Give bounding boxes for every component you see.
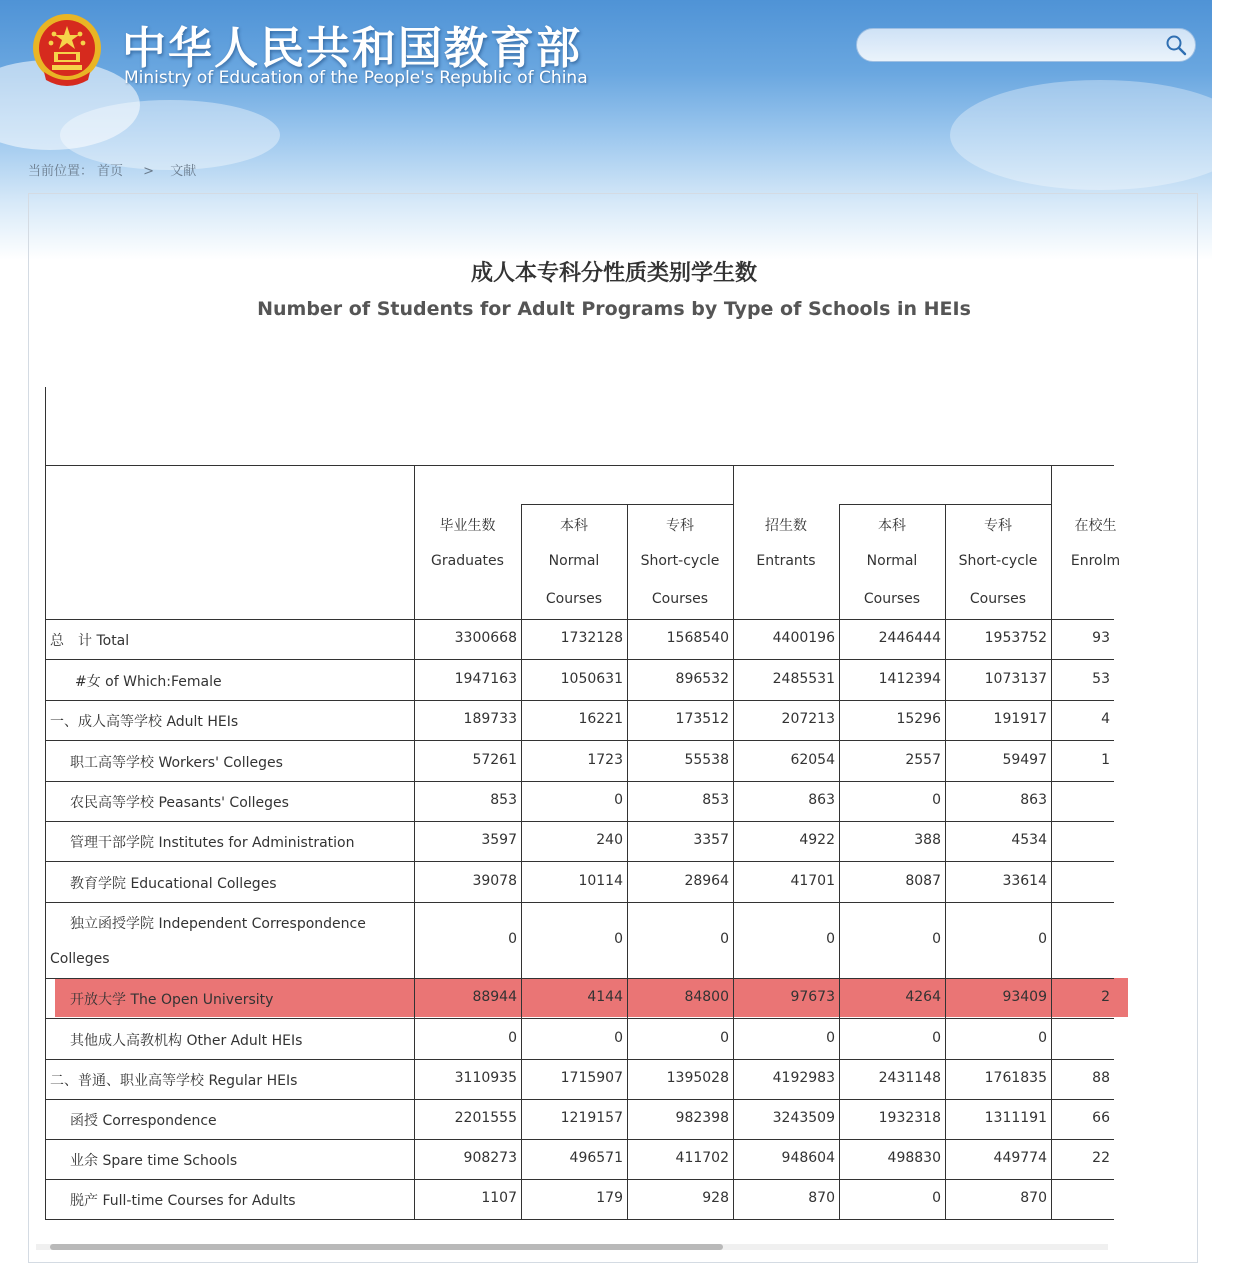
table-left-border bbox=[45, 387, 46, 1219]
row-label: 一、成人高等学校 Adult HEIs bbox=[50, 714, 239, 730]
table-cell-value: 28964 bbox=[684, 872, 729, 889]
table-cell-value: 189733 bbox=[463, 711, 517, 727]
table-cell-value: 66 bbox=[1092, 1110, 1110, 1126]
table-cell-value: 0 bbox=[508, 931, 517, 947]
column-header-en2: Courses bbox=[863, 591, 921, 607]
table-cell-value: 0 bbox=[932, 792, 941, 808]
column-header-cn: 专科 bbox=[984, 518, 1012, 534]
breadcrumb-label: 当前位置： bbox=[28, 164, 94, 179]
table-cell-value: 0 bbox=[932, 1029, 941, 1046]
table-col-divider bbox=[1051, 465, 1052, 1219]
table-row-line bbox=[45, 740, 1114, 741]
table-cell-value: 88944 bbox=[472, 989, 517, 1005]
column-header-en: Short-cycle bbox=[958, 553, 1038, 569]
site-title-cn[interactable]: 中华人民共和国教育部 bbox=[122, 23, 582, 74]
table-cell-value: 4 bbox=[1101, 711, 1110, 727]
cloud-decoration bbox=[950, 80, 1250, 190]
table-cell-value: 16221 bbox=[578, 711, 623, 727]
content-panel bbox=[28, 193, 1198, 1263]
table-cell-value: 4264 bbox=[905, 989, 941, 1005]
table-row-line bbox=[45, 821, 1114, 822]
table-cell-value: 88 bbox=[1092, 1070, 1110, 1086]
column-header-en: Entrants bbox=[756, 553, 816, 569]
table-cell-value: 4144 bbox=[587, 989, 623, 1005]
table-cell-value: 3597 bbox=[481, 832, 517, 848]
table-cell-value: 2446444 bbox=[878, 630, 941, 646]
table-cell-value: 3243509 bbox=[772, 1110, 835, 1126]
row-label: 农民高等学校 Peasants' Colleges bbox=[70, 795, 289, 811]
row-label: 管理干部学院 Institutes for Administration bbox=[70, 835, 355, 851]
table-cell-value: 0 bbox=[508, 1029, 517, 1046]
table-row-line bbox=[45, 1018, 1114, 1019]
table-cell-value: 982398 bbox=[675, 1110, 729, 1126]
table-cell-value: 1732128 bbox=[560, 630, 623, 646]
table-cell-value: 1715907 bbox=[560, 1070, 623, 1086]
table-cell-value: 62054 bbox=[790, 751, 835, 768]
data-table bbox=[45, 387, 1121, 1247]
table-cell-value: 449774 bbox=[993, 1150, 1047, 1166]
column-header-cn: 招生数 bbox=[765, 518, 807, 534]
column-header-en: Graduates bbox=[431, 553, 504, 569]
table-cell-value: 1412394 bbox=[878, 670, 941, 687]
row-label: 职工高等学校 Workers' Colleges bbox=[70, 754, 283, 771]
table-cell-value: 33614 bbox=[1002, 872, 1047, 889]
table-cell-value: 3300668 bbox=[454, 630, 517, 646]
column-header-en2: Courses bbox=[969, 591, 1027, 607]
breadcrumb-current: 文献 bbox=[170, 164, 197, 179]
row-label: 二、普通、职业高等学校 Regular HEIs bbox=[50, 1073, 298, 1089]
table-cell-value: 870 bbox=[808, 1190, 835, 1206]
column-header-cn: 本科 bbox=[878, 518, 906, 534]
table-cell-value: 0 bbox=[614, 1029, 623, 1046]
column-header-en2: Courses bbox=[545, 591, 603, 607]
table-row-line bbox=[45, 902, 1114, 903]
column-header-en: Short-cycle bbox=[640, 553, 720, 569]
row-label: 总 计 Total bbox=[50, 633, 130, 649]
table-cell-value: 0 bbox=[1038, 1029, 1047, 1046]
column-header-cn: 专科 bbox=[666, 518, 694, 534]
column-header-cn: 在校生 bbox=[1074, 518, 1117, 534]
table-cell-value: 1568540 bbox=[666, 630, 729, 646]
table-cell-value: 1947163 bbox=[454, 670, 517, 687]
column-header-en: Normal bbox=[866, 553, 918, 569]
row-label-continued: Colleges bbox=[50, 951, 110, 967]
table-cell-value: 55538 bbox=[684, 751, 729, 768]
table-cell-value: 496571 bbox=[569, 1150, 623, 1166]
horizontal-scrollbar[interactable] bbox=[36, 1244, 1108, 1250]
column-header-en2: Courses bbox=[651, 591, 709, 607]
table-cell-value: 2557 bbox=[905, 751, 941, 768]
table-row-line bbox=[45, 1139, 1114, 1140]
table-row-line bbox=[45, 861, 1114, 862]
table-cell-value: 22 bbox=[1092, 1150, 1110, 1166]
table-cell-value: 3110935 bbox=[454, 1070, 517, 1086]
search-box bbox=[856, 28, 1196, 62]
table-cell-value: 0 bbox=[614, 792, 623, 808]
table-row-line bbox=[45, 1219, 1114, 1220]
table-cell-value: 1761835 bbox=[984, 1070, 1047, 1086]
table-cell-value: 0 bbox=[932, 931, 941, 947]
column-header-en: Enrolm bbox=[1070, 553, 1121, 569]
site-title-en[interactable]: Ministry of Education of the People's Republic of China bbox=[124, 68, 588, 88]
table-cell-value: 8087 bbox=[905, 872, 941, 889]
table-row-line bbox=[45, 978, 1114, 979]
search-input[interactable] bbox=[871, 35, 1165, 57]
row-label: 业余 Spare time Schools bbox=[70, 1153, 238, 1169]
table-cell-value: 15296 bbox=[896, 711, 941, 727]
row-label: 开放大学 The Open University bbox=[70, 992, 274, 1008]
table-cell-value: 4922 bbox=[799, 832, 835, 848]
table-cell-value: 863 bbox=[808, 792, 835, 808]
table-row-line bbox=[45, 700, 1114, 701]
table-row-line bbox=[45, 659, 1114, 660]
table-cell-value: 10114 bbox=[578, 872, 623, 889]
table-cell-value: 0 bbox=[1038, 931, 1047, 947]
table-cell-value: 2 bbox=[1101, 989, 1110, 1005]
row-label: #女 of Which:Female bbox=[75, 673, 222, 690]
table-cell-value: 1311191 bbox=[984, 1110, 1047, 1126]
table-header-top-line bbox=[45, 465, 1114, 466]
table-cell-value: 0 bbox=[720, 931, 729, 947]
column-header-cn: 本科 bbox=[560, 518, 588, 534]
table-row-line bbox=[45, 619, 1114, 620]
table-cell-value: 0 bbox=[720, 1029, 729, 1046]
table-cell-value: 4192983 bbox=[772, 1070, 835, 1086]
table-cell-value: 1395028 bbox=[666, 1070, 729, 1086]
table-cell-value: 928 bbox=[702, 1190, 729, 1206]
table-cell-value: 93 bbox=[1092, 630, 1110, 646]
table-cell-value: 191917 bbox=[993, 711, 1047, 727]
table-cell-value: 411702 bbox=[675, 1150, 729, 1166]
column-header-en: Normal bbox=[548, 553, 600, 569]
table-cell-value: 1723 bbox=[587, 751, 623, 768]
table-cell-value: 179 bbox=[596, 1190, 623, 1206]
table-cell-value: 59497 bbox=[1002, 751, 1047, 768]
breadcrumb-home-link[interactable]: 首页 bbox=[97, 164, 124, 179]
table-cell-value: 4400196 bbox=[772, 630, 835, 646]
column-header-cn: 毕业生数 bbox=[439, 518, 496, 534]
table-cell-value: 1953752 bbox=[984, 630, 1047, 646]
table-cell-value: 84800 bbox=[684, 989, 729, 1005]
row-label: 教育学院 Educational Colleges bbox=[70, 875, 277, 892]
table-cell-value: 3357 bbox=[693, 832, 729, 848]
table-cell-value: 896532 bbox=[675, 670, 729, 687]
table-cell-value: 388 bbox=[914, 832, 941, 848]
table-cell-value: 870 bbox=[1020, 1190, 1047, 1206]
row-label: 函授 Correspondence bbox=[70, 1113, 217, 1129]
table-cell-value: 2431148 bbox=[878, 1070, 941, 1086]
search-icon[interactable] bbox=[1165, 34, 1187, 56]
breadcrumb-separator: > bbox=[143, 164, 155, 179]
table-cell-value: 97673 bbox=[790, 989, 835, 1005]
table-cell-value: 948604 bbox=[781, 1150, 835, 1166]
table-cell-value: 0 bbox=[614, 931, 623, 947]
table-cell-value: 173512 bbox=[675, 711, 729, 727]
table-cell-value: 2485531 bbox=[772, 670, 835, 687]
national-emblem-icon[interactable] bbox=[30, 10, 104, 90]
table-row-line bbox=[45, 1059, 1114, 1060]
table-cell-value: 1219157 bbox=[560, 1110, 623, 1126]
row-label: 独立函授学院 Independent Correspondence bbox=[70, 916, 366, 932]
document-title-cn: 成人本专科分性质类别学生数 bbox=[470, 261, 757, 286]
table-cell-value: 908273 bbox=[463, 1150, 517, 1166]
breadcrumb bbox=[28, 160, 200, 179]
table-cell-value: 853 bbox=[490, 792, 517, 808]
document-title-en: Number of Students for Adult Programs by Type of Schools in HEIs bbox=[257, 298, 971, 320]
table-cell-value: 57261 bbox=[472, 751, 517, 768]
table-cell-value: 0 bbox=[932, 1190, 941, 1206]
scrollbar-thumb[interactable] bbox=[50, 1244, 723, 1250]
table-cell-value: 53 bbox=[1092, 670, 1110, 687]
table-cell-value: 207213 bbox=[781, 711, 835, 727]
table-cell-value: 1073137 bbox=[984, 670, 1047, 687]
table-cell-value: 41701 bbox=[790, 872, 835, 889]
table-cell-value: 863 bbox=[1020, 792, 1047, 808]
table-cell-value: 1 bbox=[1101, 751, 1110, 768]
table-row-line bbox=[45, 1099, 1114, 1100]
table-cell-value: 1050631 bbox=[560, 670, 623, 687]
table-cell-value: 93409 bbox=[1002, 989, 1047, 1005]
table-cell-value: 498830 bbox=[887, 1150, 941, 1166]
table-cell-value: 0 bbox=[826, 931, 835, 947]
table-cell-value: 39078 bbox=[472, 872, 517, 889]
table-cell-value: 0 bbox=[826, 1029, 835, 1046]
table-row-line bbox=[45, 1179, 1114, 1180]
table-row-line bbox=[45, 781, 1114, 782]
table-cell-value: 1932318 bbox=[878, 1110, 941, 1126]
row-label: 其他成人高教机构 Other Adult HEIs bbox=[70, 1032, 303, 1049]
table-cell-value: 1107 bbox=[481, 1190, 517, 1206]
table-cell-value: 240 bbox=[596, 832, 623, 848]
table-cell-value: 853 bbox=[702, 792, 729, 808]
table-cell-value: 4534 bbox=[1011, 832, 1047, 848]
row-label: 脱产 Full-time Courses for Adults bbox=[70, 1193, 296, 1209]
table-cell-value: 2201555 bbox=[454, 1110, 517, 1126]
